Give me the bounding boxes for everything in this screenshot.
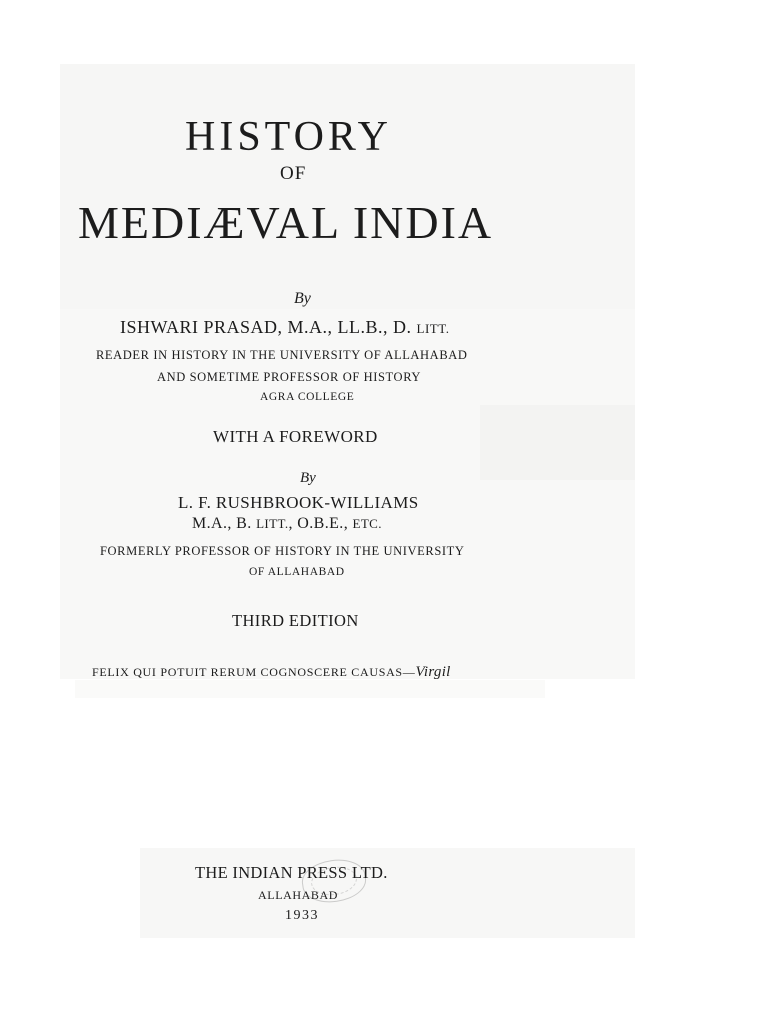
- foreword-author-name: L. F. RUSHBROOK-WILLIAMS: [178, 493, 419, 512]
- edition-label: THIRD EDITION: [232, 611, 359, 630]
- degrees-part: , O.B.E.,: [288, 515, 353, 532]
- author-name: [120, 318, 449, 336]
- publication-year: 1933: [285, 908, 319, 923]
- epigraph-text: FELIX QUI POTUIT RERUM COGNOSCERE CAUSAS—: [92, 665, 416, 679]
- foreword-author-degrees: [192, 516, 382, 532]
- epigraph-attribution: Virgil: [415, 664, 451, 680]
- publisher-city: ALLAHABAD: [258, 888, 339, 902]
- author-name-suffix: LITT.: [416, 321, 450, 336]
- degrees-part: M.A., B.: [192, 515, 257, 532]
- author-name-text: ISHWARI PRASAD, M.A., LL.B., D.: [120, 317, 417, 337]
- author-credential: AGRA COLLEGE: [260, 391, 355, 403]
- book-title-line-1: HISTORY: [185, 114, 392, 160]
- scan-shading: [140, 848, 635, 938]
- author-credential: AND SOMETIME PROFESSOR OF HISTORY: [157, 370, 422, 384]
- foreword-credential: FORMERLY PROFESSOR OF HISTORY IN THE UNIVERSITY: [100, 544, 465, 558]
- epigraph: [92, 665, 451, 680]
- scan-shading: [480, 405, 635, 480]
- author-credential: READER IN HISTORY IN THE UNIVERSITY OF ALLAHABAD: [96, 348, 468, 362]
- book-title-line-2: OF: [280, 163, 307, 184]
- scan-shading: [60, 64, 635, 309]
- foreword-credential: OF ALLAHABAD: [249, 566, 345, 578]
- book-title-main: MEDIÆVAL INDIA: [78, 197, 494, 248]
- degrees-part: ETC.: [352, 516, 382, 531]
- foreword-heading: WITH A FOREWORD: [213, 427, 378, 446]
- foreword-by: By: [300, 470, 316, 486]
- scan-shading: [75, 680, 545, 698]
- publisher-name: THE INDIAN PRESS LTD.: [195, 863, 388, 882]
- degrees-part: LITT.: [256, 516, 289, 531]
- author-by: By: [294, 290, 311, 307]
